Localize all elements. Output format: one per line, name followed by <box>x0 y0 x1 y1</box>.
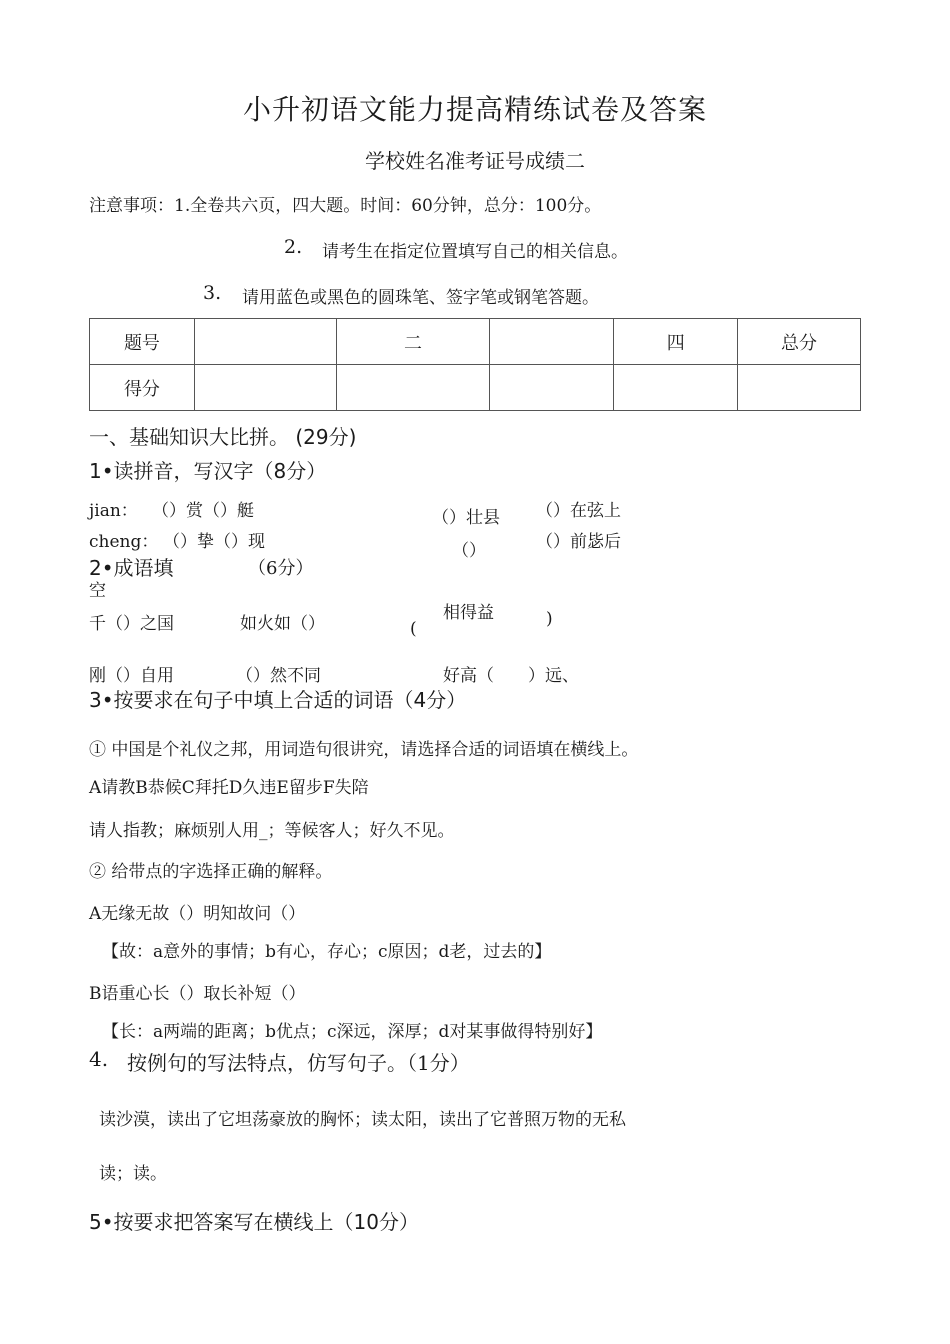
pinyin-jian-blanks-b: （）壮县 <box>432 508 500 528</box>
question-3-part-2: ② 给带点的字选择正确的解释。 <box>89 862 333 882</box>
idiom-blank-5: （）然不同 <box>236 666 321 686</box>
page-title: 小升初语文能力提高精练试卷及答案 <box>242 93 707 126</box>
score-table-header-cell: 四 <box>614 319 738 365</box>
score-table-score-row <box>90 365 861 411</box>
question-3-item-a-definitions: 【故：a意外的事情；b有心，存心；c原因；d老，过去的】 <box>102 942 552 962</box>
question-3-fill-sentence: 请人指教；麻烦别人用_；等候客人；好久不见。 <box>89 821 455 841</box>
question-3-item-a: A无缘无故（）明知故问（） <box>89 904 306 924</box>
pinyin-jian-blanks-a: （）赏（）艇 <box>152 501 254 521</box>
question-3-word-options: A请教B恭候C拜托D久违E留步F失陪 <box>89 778 369 798</box>
score-cell[interactable] <box>614 365 738 411</box>
score-table <box>89 318 861 411</box>
instructions-item-2-number: 2. <box>284 236 303 258</box>
score-table-header-cell <box>490 319 614 365</box>
question-4-answer-line: 读；读。 <box>99 1164 167 1184</box>
score-table-row-label: 得分 <box>90 365 195 411</box>
instructions-item-2-text: 请考生在指定位置填写自己的相关信息。 <box>322 242 628 262</box>
score-cell[interactable] <box>194 365 336 411</box>
score-cell[interactable] <box>490 365 614 411</box>
question-4-number: 4. <box>89 1047 109 1071</box>
pinyin-cheng-blanks-b: （） <box>452 541 486 561</box>
question-2-heading-wrap: 空 <box>89 581 106 601</box>
score-table-header-cell: 二 <box>336 319 490 365</box>
score-table-header-cell <box>194 319 336 365</box>
pinyin-jian-blanks-c: （）在弦上 <box>536 501 621 521</box>
pinyin-cheng-label: cheng： <box>89 532 159 552</box>
score-table-header-row <box>90 319 861 365</box>
idiom-blank-3-text: 相得益 <box>443 603 494 623</box>
pinyin-cheng-blanks-a: （）挚（）现 <box>163 532 265 552</box>
idiom-blank-2: 如火如（） <box>240 614 325 634</box>
pinyin-cheng-blanks-c: （）前毖后 <box>536 532 621 552</box>
question-2-points: （6分） <box>248 558 314 579</box>
score-cell[interactable] <box>336 365 490 411</box>
question-1-heading: 1•读拼音，写汉字（8分） <box>89 459 327 483</box>
idiom-blank-3-open-paren: ( <box>410 619 417 639</box>
instructions-item-3-number: 3. <box>203 282 222 304</box>
idiom-blank-4: 刚（）自用 <box>89 666 174 686</box>
score-cell[interactable] <box>738 365 861 411</box>
question-3-item-b: B语重心长（）取长补短（） <box>89 984 306 1004</box>
question-3-heading: 3•按要求在句子中填上合适的词语（4分） <box>89 688 467 712</box>
question-4-example: 读沙漠，读出了它坦荡豪放的胸怀；读太阳，读出了它普照万物的无私 <box>99 1110 626 1130</box>
idiom-blank-1: 千（）之国 <box>89 614 174 634</box>
instructions-item-3-text: 请用蓝色或黑色的圆珠笔、签字笔或钢笔答题。 <box>242 288 599 308</box>
idiom-blank-3-close-paren: ) <box>546 609 553 629</box>
score-table-header-cell: 题号 <box>90 319 195 365</box>
question-3-item-b-definitions: 【长：a两端的距离；b优点；c深远，深厚；d对某事做得特别好】 <box>102 1022 603 1042</box>
question-4-heading: 按例句的写法特点，仿写句子。（1分） <box>127 1051 470 1075</box>
question-2-heading: 2•成语填 <box>89 556 174 580</box>
instructions-line-1: 注意事项：1.全卷共六页，四大题。时间：60分钟，总分：100分。 <box>89 196 602 216</box>
question-5-heading: 5•按要求把答案写在横线上（10分） <box>89 1210 419 1234</box>
pinyin-jian-label: jian： <box>89 501 138 521</box>
idiom-blank-6: 好高（ ）远、 <box>443 666 579 686</box>
question-3-part-1: ① 中国是个礼仪之邦，用词造句很讲究，请选择合适的词语填在横线上。 <box>89 740 639 760</box>
section-1-heading: 一、基础知识大比拼。 (29分) <box>89 425 357 449</box>
score-table-header-cell: 总分 <box>738 319 861 365</box>
exam-info-line: 学校姓名准考证号成绩二 <box>365 149 585 173</box>
